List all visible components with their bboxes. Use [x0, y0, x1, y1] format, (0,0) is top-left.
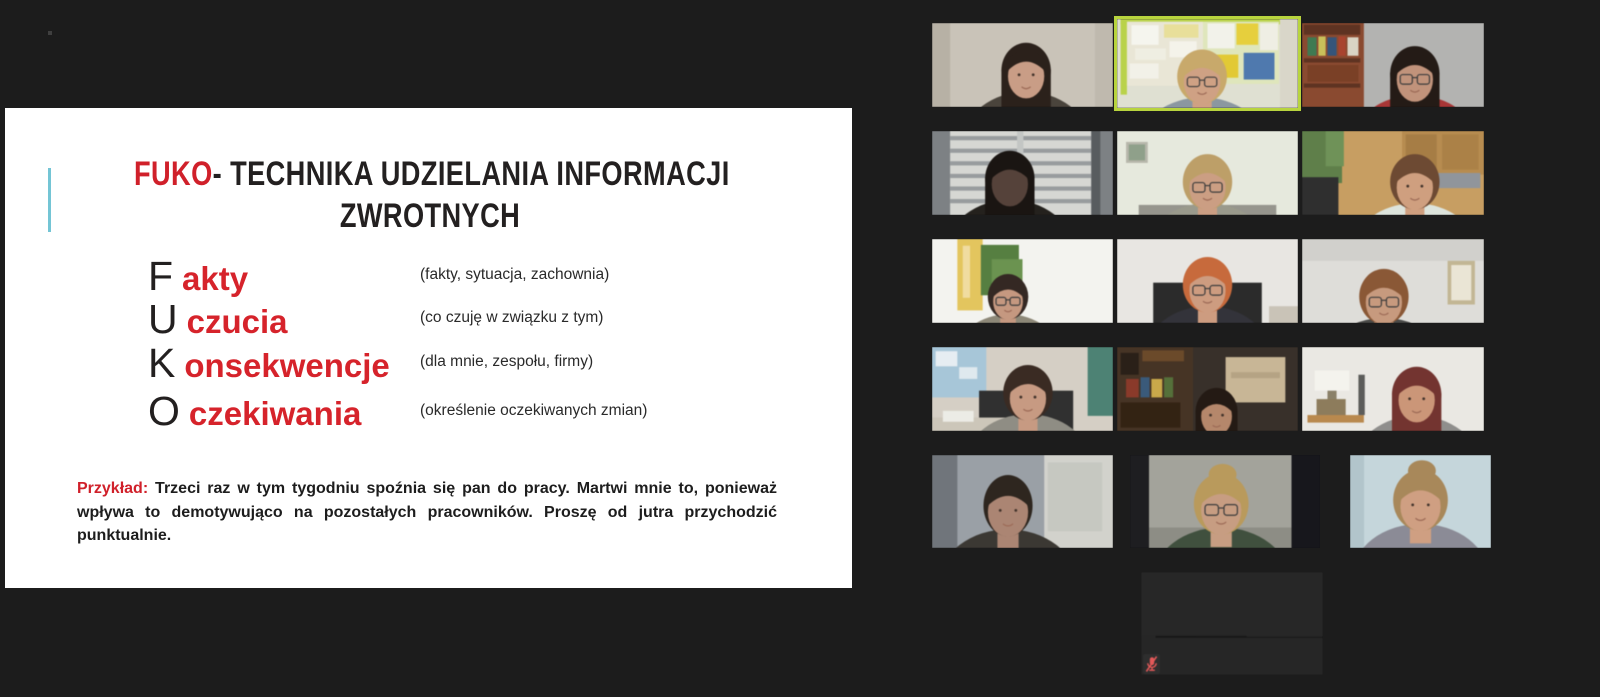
fuko-word: czucia [186, 303, 288, 340]
fuko-note: (co czuję w związku z tym) [420, 309, 604, 326]
video-tile-11[interactable] [1117, 347, 1298, 431]
video-tile-2-active-speaker[interactable] [1114, 16, 1301, 111]
participant-video [1117, 131, 1298, 215]
participant-video [1350, 455, 1491, 548]
participant-video [932, 23, 1113, 107]
participant-video [1141, 572, 1323, 675]
video-tile-6[interactable] [1302, 131, 1484, 215]
video-tile-16-camera-off[interactable] [1141, 572, 1323, 675]
video-tile-1[interactable] [932, 23, 1113, 107]
slide-title-highlight: FUKO [134, 155, 213, 193]
participant-video [932, 347, 1113, 431]
video-tile-12[interactable] [1302, 347, 1484, 431]
fuko-letter: F [148, 253, 174, 299]
video-tile-7[interactable] [932, 239, 1113, 323]
fuko-letter: O [148, 388, 180, 434]
participant-video [1302, 23, 1484, 107]
participant-video [1117, 19, 1298, 108]
participant-video [1117, 239, 1298, 323]
video-tile-10[interactable] [932, 347, 1113, 431]
video-tile-15[interactable] [1350, 455, 1491, 548]
slide-title-line1: FUKO- TECHNIKA UDZIELANIA INFORMACJI [134, 155, 730, 193]
video-tile-8[interactable] [1117, 239, 1298, 323]
video-tile-5[interactable] [1117, 131, 1298, 215]
example-label: Przykład: [77, 480, 149, 497]
fuko-word: akty [182, 260, 249, 297]
example-text: Trzeci raz w tym tygodniu spoźnia się pan do pracy. Martwi mnie to, ponieważ wpływa to demotywująco na pozostałych pracowników. Proszę od jutra przychodzić punktualnie. [77, 480, 777, 544]
participant-video [932, 455, 1113, 548]
fuko-letter: U [148, 296, 178, 342]
participant-video [932, 239, 1113, 323]
fuko-note: (fakty, sytuacja, zachownia) [420, 266, 610, 283]
slide-title-line2: ZWROTNYCH [339, 197, 521, 235]
video-tile-3[interactable] [1302, 23, 1484, 107]
participant-video [1130, 455, 1320, 548]
video-tile-9[interactable] [1302, 239, 1484, 323]
fuko-letter: K [148, 340, 176, 386]
participant-video [932, 131, 1113, 215]
participant-video [1302, 239, 1484, 323]
participant-video [1117, 347, 1298, 431]
fuko-note: (dla mnie, zespołu, firmy) [420, 353, 594, 370]
fuko-word: onsekwencje [184, 347, 390, 384]
fuko-note: (określenie oczekiwanych zmian) [420, 402, 648, 419]
video-tile-13[interactable] [932, 455, 1113, 548]
participant-video [1302, 131, 1484, 215]
participant-video [1302, 347, 1484, 431]
video-tile-4[interactable] [932, 131, 1113, 215]
fuko-word: czekiwania [188, 395, 362, 432]
video-tile-14[interactable] [1130, 455, 1320, 548]
muted-mic-icon [1143, 654, 1160, 674]
